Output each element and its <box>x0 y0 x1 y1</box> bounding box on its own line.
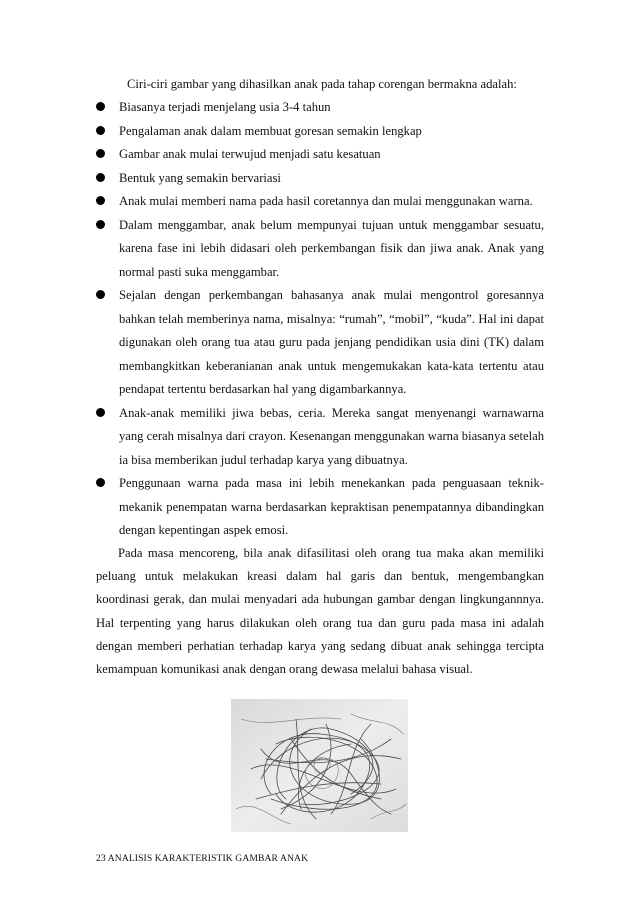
list-item-text: Dalam menggambar, anak belum mempunyai tujuan untuk menggambar sesuatu, karena fase ini lebih didasari oleh perkembangan fisik dan jiwa anak. Anak yang normal pasti suka menggambar. <box>119 217 544 279</box>
page-footer: 23 ANALISIS KARAKTERISTIK GAMBAR ANAK <box>96 853 309 864</box>
bullet-dot-icon <box>96 220 105 229</box>
bullet-dot-icon <box>96 196 105 205</box>
list-item <box>96 284 544 402</box>
bullet-dot-icon <box>96 102 105 111</box>
bullet-dot-icon <box>96 478 105 487</box>
list-item-text: Anak-anak memiliki jiwa bebas, ceria. Mereka sangat menyenangi warnawarna yang cerah misalnya dari crayon. Kesenangan menggunakan warna biasanya setelah ia bisa memberikan judul terhadap karya yang dibuatnya. <box>119 405 544 467</box>
list-item <box>96 190 544 214</box>
list-item-text: Gambar anak mulai terwujud menjadi satu kesatuan <box>119 147 381 161</box>
list-item <box>96 402 544 473</box>
list-item-text: Bentuk yang semakin bervariasi <box>119 170 281 185</box>
list-item <box>96 143 544 167</box>
list-item-text: Sejalan dengan perkembangan bahasanya anak mulai mengontrol goresannya bahkan telah memberinya nama, misalnya: “rumah”, “mobil”, “kuda”. Hal ini dapat digunakan oleh orang tua atau guru pada jenjang pendidikan usia dini (TK) dalam membangkitkan keberanianan anak untuk mengemukakan kata-kata tertentu atau pendapat tertentu berdasarkan hal yang digambarkannya. <box>119 288 544 396</box>
characteristics-list <box>96 96 544 543</box>
list-item-text: Biasanya terjadi menjelang usia 3-4 tahun <box>119 100 331 114</box>
list-item-text: Anak mulai memberi nama pada hasil coretannya dan mulai menggunakan warna. <box>119 194 533 208</box>
list-item <box>96 96 544 120</box>
body-paragraph: Pada masa mencoreng, bila anak difasilitasi oleh orang tua maka akan memiliki peluang untuk melakukan kreasi dalam hal garis dan bentuk, mengembangkan koordinasi gerak, dan mulai menyadari ada hubungan gambar dengan lingkungannnya. Hal terpenting yang harus dilakukan oleh orang tua dan guru pada masa ini adalah dengan memberi perhatian terhadap karya yang sedang dibuat anak sehingga tercipta kemampuan komunikasi anak dengan orang dewasa melalui bahasa visual. <box>96 546 544 677</box>
list-item <box>96 167 544 191</box>
scribble-drawing-image <box>231 699 408 832</box>
list-item <box>96 120 544 144</box>
bullet-dot-icon <box>96 126 105 135</box>
bullet-dot-icon <box>96 149 105 158</box>
list-item-text: Penggunaan warna pada masa ini lebih menekankan pada penguasaan teknik-mekanik penempatan warna berdasarkan kepraktisan penempatannya dibandingkan dengan kepentingan aspek emosi. <box>119 476 544 537</box>
list-item <box>96 214 544 285</box>
list-item <box>96 472 544 543</box>
bullet-dot-icon <box>96 173 105 182</box>
bullet-dot-icon <box>96 290 105 299</box>
list-item-text: Pengalaman anak dalam membuat goresan semakin lengkap <box>119 123 422 138</box>
bullet-dot-icon <box>96 408 105 417</box>
intro-sentence: Ciri-ciri gambar yang dihasilkan anak pada tahap corengan bermakna adalah: <box>127 77 517 91</box>
